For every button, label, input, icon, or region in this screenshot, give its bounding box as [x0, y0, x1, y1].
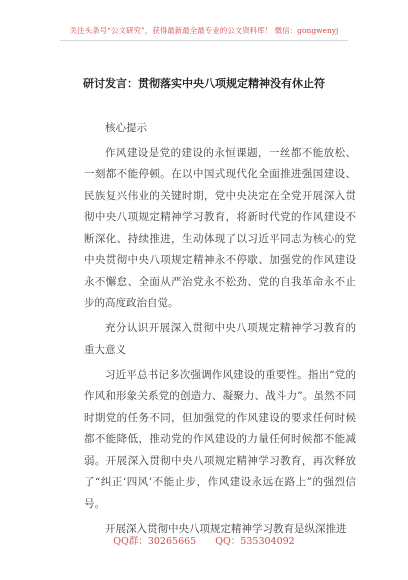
paragraph-continuation: 开展深入贯彻中央八项规定精神学习教育是纵深推进 [105, 522, 347, 535]
paragraph-significance: 习近平总书记多次强调作风建设的重要性。指出“党的作风和形象关系党的创造力、凝聚力、战斗力”。虽然不同时期党的任务不同，但加强党的作风建设的要求任何时候都不能降低，推动党的作风建设的力量任何时候都不能减弱。开展深入贯彻中央八项规定精神学习教育，再次释放了“纠正‘四风’不能止步，作风建设永远在路上”的强烈信号。 [84, 368, 356, 510]
paragraph-intro: 作风建设是党的建设的永恒课题，一丝都不能放松、一刻都不能停顿。在以中国式现代化全面推进强国建设、民族复兴伟业的关键时期，党中央决定在全党开展深入贯彻中央八项规定精神学习教育，将新时代党的作风建设不断深化、持续推进，生动体现了以习近平同志为核心的党中央贯彻中央八项规定精神永不停歇、加强党的作风建设永不懈怠、全面从严治党永不松劲、党的自我革命永不止步的高度政治自觉。 [84, 146, 356, 309]
footer-contact [0, 533, 408, 547]
footer-qq: QQ：535304092 [215, 536, 295, 547]
section-heading-summary: 核心提示 [105, 122, 147, 134]
header-divider [60, 40, 348, 41]
document-title: 研讨发言：贯彻落实中央八项规定精神没有休止符 [83, 77, 325, 90]
section-heading-significance: 充分认识开展深入贯彻中央八项规定精神学习教育的重大意义 [84, 322, 356, 356]
footer-qq-group: QQ群：30265665 [113, 536, 197, 547]
header-promo-note: 关注头条号“公文研究”，获得最新最全最专业的公文资料库！ 微信：gongwenyj [69, 26, 339, 35]
document-body [84, 118, 356, 544]
